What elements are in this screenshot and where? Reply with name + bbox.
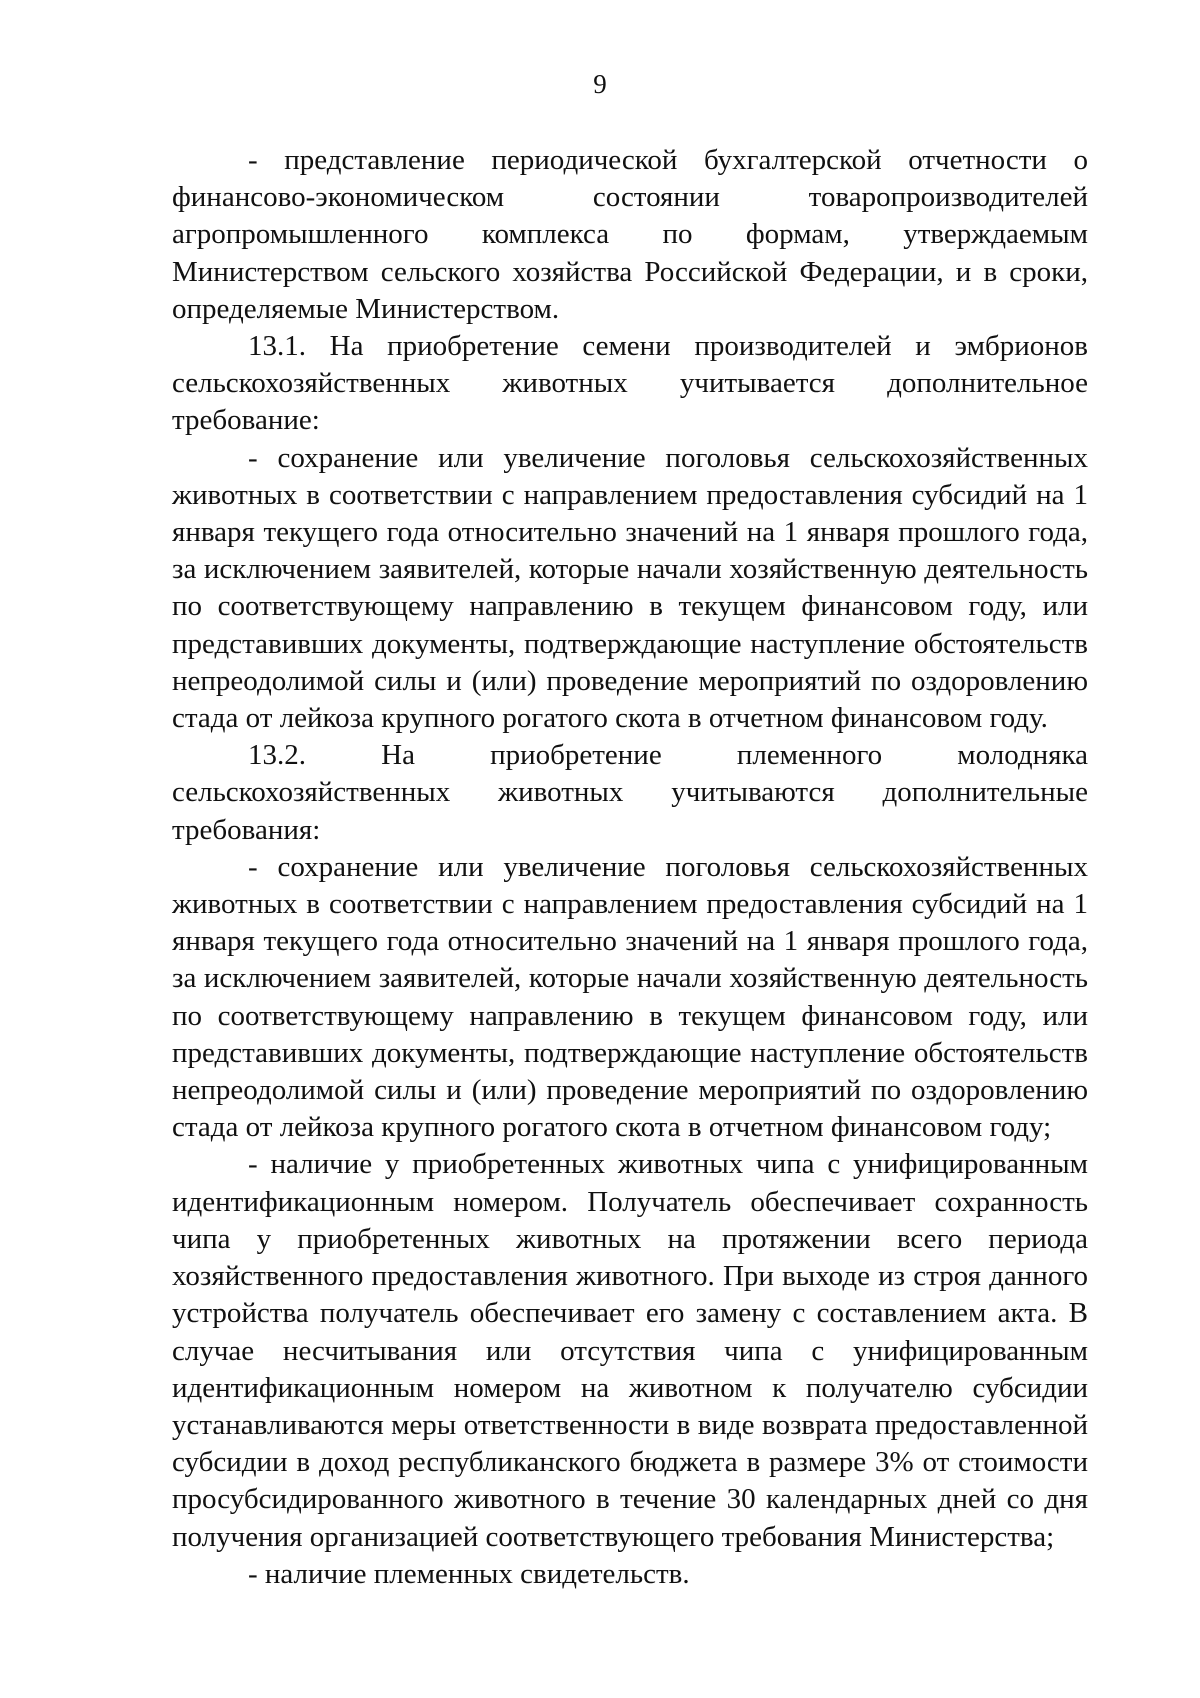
paragraph-13-2-breeding-certificates: - наличие племенных свидетельств. bbox=[248, 1557, 690, 1590]
paragraph-13-2-livestock-requirement: - сохранение или увеличение поголовья сельскохозяйственных животных в соответствии с направлением предоставления субсидий на 1 января текущего года относительно значений на 1 января прошлого года, за исключением заявителей, которые начали хозяйственную деятельность по соответствующему направлению в текущем финансовом году, или представивших документы, подтверждающие наступление обстоятельств непреодолимой силы и (или) проведение мероприятий по оздоровлению стада от лейкоза крупного рогатого скота в отчетном финансовом году; bbox=[172, 850, 1088, 1144]
paragraph-reporting-requirement: - представление периодической бухгалтерской отчетности о финансово-экономическом состоянии товаропроизводителей агропромышленного комплекса по формам, утверждаемым Министерством сельского хозяйства Российской Федерации, и в сроки, определяемые Министерством. bbox=[172, 144, 1088, 325]
paragraph-13-1-heading: 13.1. На приобретение семени производителей и эмбрионов сельскохозяйственных животных учитывается дополнительное требование: bbox=[172, 330, 1088, 437]
paragraph-13-1-livestock-requirement: - сохранение или увеличение поголовья сельскохозяйственных животных в соответствии с направлением предоставления субсидий на 1 января текущего года относительно значений на 1 января прошлого года, за исключением заявителей, которые начали хозяйственную деятельность по соответствующему направлению в текущем финансовом году, или представивших документы, подтверждающие наступление обстоятельств непреодолимой силы и (или) проведение мероприятий по оздоровлению стада от лейкоза крупного рогатого скота в отчетном финансовом году. bbox=[172, 441, 1088, 735]
document-body bbox=[172, 142, 1088, 1593]
paragraph-13-2-heading: 13.2. На приобретение племенного молодняка сельскохозяйственных животных учитываются дополнительные требования: bbox=[172, 739, 1088, 846]
paragraph-13-2-chip-requirement: - наличие у приобретенных животных чипа с унифицированным идентификационным номером. Получатель обеспечивает сохранность чипа у приобретенных животных на протяжении всего периода хозяйственного предоставления животного. При выходе из строя данного устройства получатель обеспечивает его замену с составлением акта. В случае несчитывания или отсутствия чипа с унифицированным идентификационным номером на животном к получателю субсидии устанавливаются меры ответственности в виде возврата предоставленной субсидии в доход республиканского бюджета в размере 3% от стоимости просубсидированного животного в течение 30 календарных дней со дня получения организацией соответствующего требования Министерства; bbox=[172, 1148, 1088, 1553]
page-number: 9 bbox=[593, 69, 607, 99]
